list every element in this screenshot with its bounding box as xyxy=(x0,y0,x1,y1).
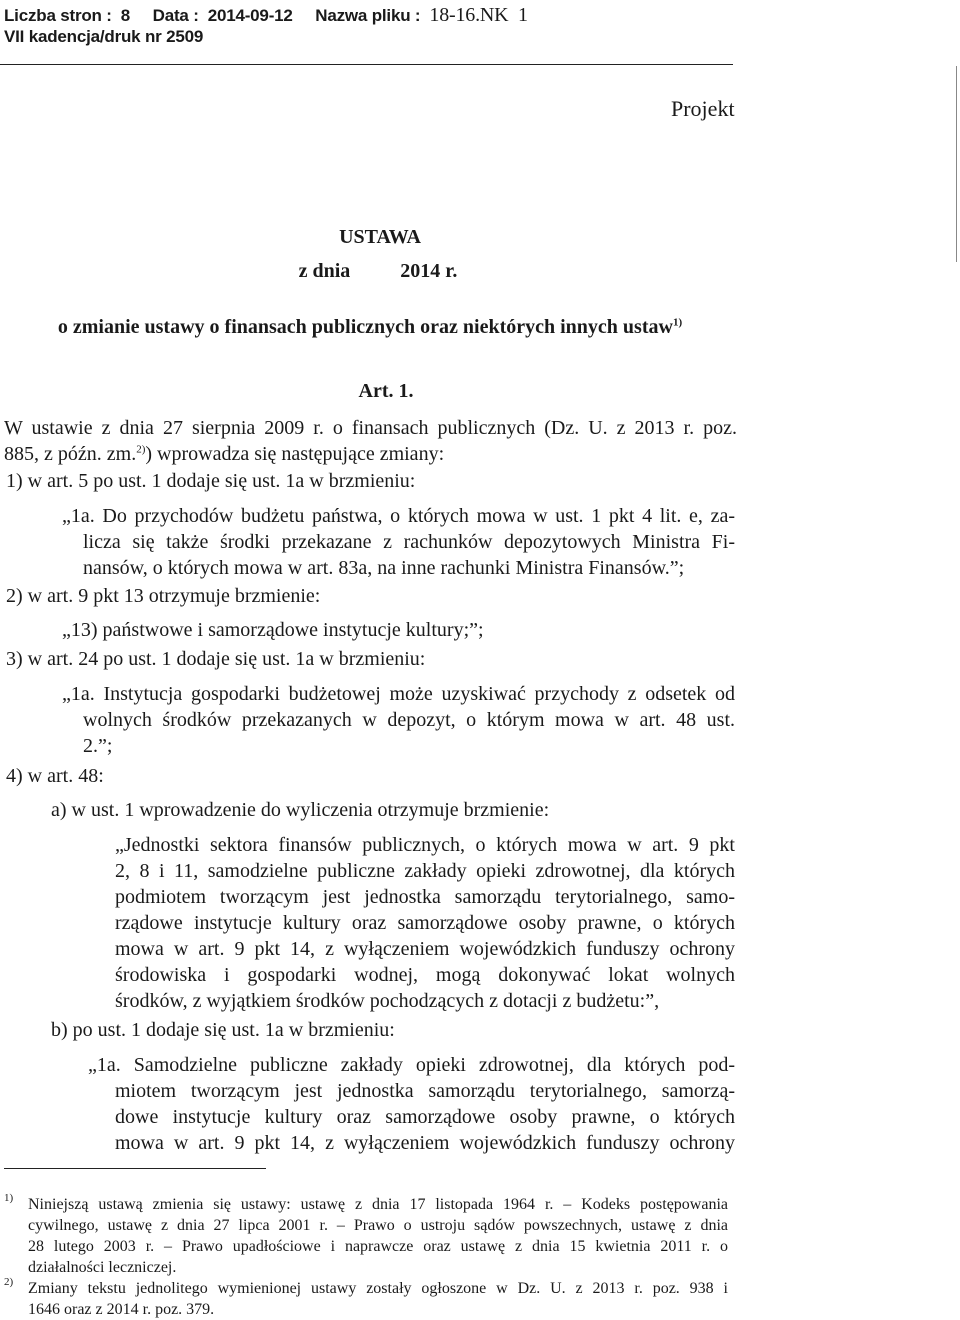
intro-line-1: W ustawie z dnia 27 sierpnia 2009 r. o finansach publicznych (Dz. U. z 2013 r. poz. xyxy=(4,417,737,439)
point-3-quote-line-2: wolnych środków przekazanych w depozyt, o którym mowa w art. 48 ust. xyxy=(83,709,735,731)
footnote-ref-1: 1) xyxy=(672,316,683,329)
act-date-heading: z dnia 2014 r. xyxy=(298,260,458,282)
point-4b-quote-line-1: „1a. Samodzielne publiczne zakłady opieki zdrowotnej, dla których pod- xyxy=(88,1054,735,1076)
header-divider xyxy=(0,64,733,65)
point-4a-quote-line-5: mowa w art. 9 pkt 14, z wyłączeniem wojewódzkich funduszy ochrony xyxy=(115,938,735,960)
footnote-1-line-4: działalności leczniczej. xyxy=(28,1259,177,1276)
header-meta-text: Liczba stron : 8 Data : 2014-09-12 Nazwa pliku : xyxy=(4,6,430,25)
intro-line-2-end: ) wprowadza się następujące zmiany: xyxy=(145,443,445,465)
act-type-heading: USTAWA xyxy=(339,226,421,248)
point-4: 4) w art. 48: xyxy=(6,765,104,787)
footnote-1-line-3: 28 lutego 2003 r. – Prawo upadłościowe i naprawcze oraz ustawę z dnia 15 kwietnia 2011 r. o xyxy=(28,1238,728,1255)
article-heading: Art. 1. xyxy=(358,380,414,402)
projekt-label: Projekt xyxy=(671,96,735,121)
intro-line-2-start: 885, z późn. zm. xyxy=(4,443,137,465)
point-4a-quote-line-2: 2, 8 i 11, samodzielne publiczne zakłady opieki zdrowotnej, dla których xyxy=(115,860,735,882)
point-3: 3) w art. 24 po ust. 1 dodaje się ust. 1a w brzmieniu: xyxy=(6,648,426,670)
point-1-quote-line-1: „1a. Do przychodów budżetu państwa, o których mowa w ust. 1 pkt 4 lit. e, za- xyxy=(62,505,735,527)
footnote-2-line-2: 1646 oraz z 2014 r. poz. 379. xyxy=(28,1301,215,1318)
point-4b-quote-line-3: dowe instytucje kultury oraz samorządowe osoby prawne, o których xyxy=(115,1106,735,1128)
point-4a-quote-line-1: „Jednostki sektora finansów publicznych, o których mowa w art. 9 pkt xyxy=(115,834,735,856)
point-2-quote: „13) państwowe i samorządowe instytucje kultury;”; xyxy=(62,619,484,641)
footnote-1-line-1: Niniejszą ustawą zmienia się ustawy: ustawę z dnia 17 listopada 1964 r. – Kodeks postępowania xyxy=(28,1196,728,1213)
point-3-quote-line-3: 2.”; xyxy=(83,735,113,757)
footnote-1-line-2: cywilnego, ustawę z dnia 27 lipca 2001 r. – Prawo o ustroju sądów powszechnych, ustawę z dnia xyxy=(28,1217,728,1234)
header-meta-line xyxy=(4,4,528,27)
act-title-text: o zmianie ustawy o finansach publicznych oraz niektórych innych ustaw xyxy=(57,316,673,338)
header-print-number: VII kadencja/druk nr 2509 xyxy=(4,27,204,46)
intro-line-2 xyxy=(4,441,444,467)
point-4a-quote-line-6: środowiska i gospodarki wodnej, mogą dokonywać lokat wolnych xyxy=(115,964,735,986)
point-3-quote-line-1: „1a. Instytucja gospodarki budżetowej może uzyskiwać przychody z odsetek od xyxy=(62,683,735,705)
footnote-divider xyxy=(4,1168,266,1169)
footnote-2-mark: 2) xyxy=(4,1276,14,1288)
footnote-2-line-1: Zmiany tekstu jednolitego wymienionej ustawy zostały ogłoszone w Dz. U. z 2013 r. poz. 938 i xyxy=(28,1280,728,1297)
point-4a-quote-line-3: podmiotem tworzącym jest jednostka samorządu terytorialnego, samo- xyxy=(115,886,735,908)
point-1: 1) w art. 5 po ust. 1 dodaje się ust. 1a w brzmieniu: xyxy=(6,470,416,492)
point-4b-quote-line-2: miotem tworzącym jest jednostka samorządu terytorialnego, samorzą- xyxy=(115,1080,735,1102)
point-4b: b) po ust. 1 dodaje się ust. 1a w brzmieniu: xyxy=(51,1019,395,1041)
act-title xyxy=(0,316,740,339)
point-4a: a) w ust. 1 wprowadzenie do wyliczenia otrzymuje brzmienie: xyxy=(51,799,550,821)
point-2: 2) w art. 9 pkt 13 otrzymuje brzmienie: xyxy=(6,585,321,607)
point-1-quote-line-2: licza się także środki przekazane z rachunków depozytowych Ministra Fi- xyxy=(83,531,735,553)
margin-line xyxy=(956,66,957,262)
point-4a-quote-line-4: rządowe instytucje kultury oraz samorządowe osoby prawne, o których xyxy=(115,912,735,934)
point-4b-quote-line-4: mowa w art. 9 pkt 14, z wyłączeniem wojewódzkich funduszy ochrony xyxy=(115,1132,735,1154)
footnote-ref-2: 2) xyxy=(136,443,146,456)
footnote-1-mark: 1) xyxy=(4,1192,14,1204)
header-filename: 18-16.NK 1 xyxy=(429,4,528,26)
point-4a-quote-line-7: środków, z wyjątkiem środków pochodzących z dotacji z budżetu:”, xyxy=(115,990,660,1012)
point-1-quote-line-3: nansów, o których mowa w art. 83a, na inne rachunki Ministra Finansów.”; xyxy=(83,557,685,579)
